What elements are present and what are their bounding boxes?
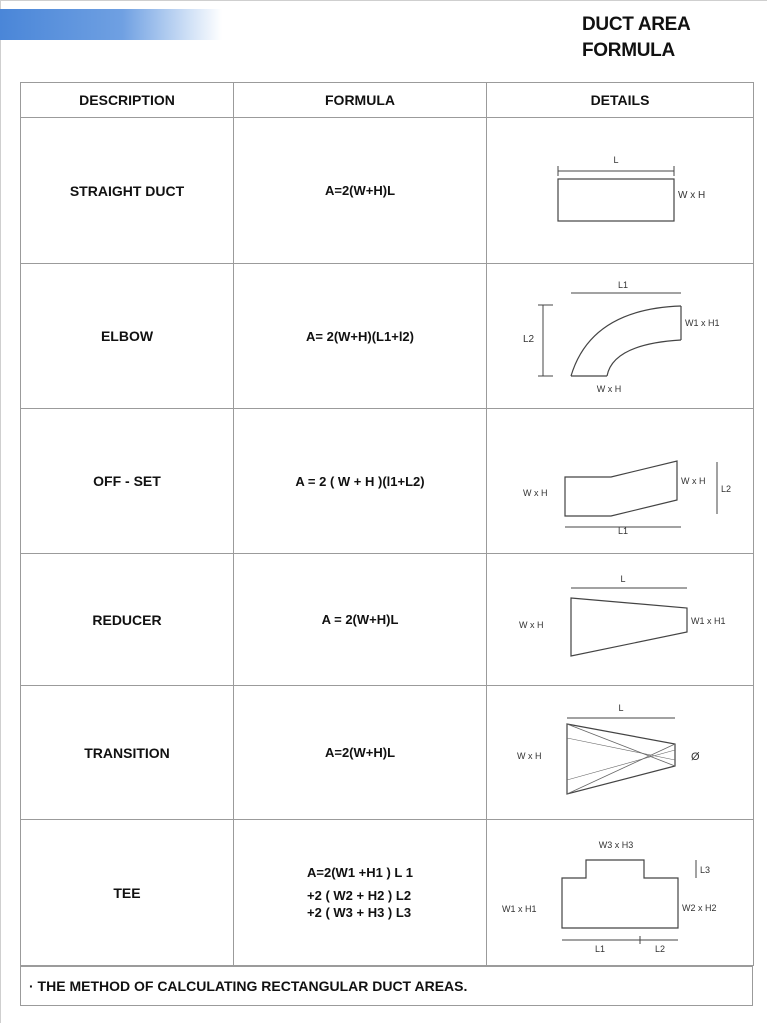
description-cell: TEE xyxy=(21,820,234,966)
outlet-label: W1 x H1 xyxy=(685,318,720,328)
detail-cell xyxy=(487,686,754,820)
table-header-row xyxy=(21,83,754,118)
offset-diagram xyxy=(495,426,745,536)
description-cell: TRANSITION xyxy=(21,686,234,820)
formula-cell: A = 2(W+H)L xyxy=(234,554,487,686)
column-header-formula: FORMULA xyxy=(234,83,487,118)
tee-formula xyxy=(307,864,413,921)
formula-line: +2 ( W3 + H3 ) L3 xyxy=(307,905,412,920)
elbow-diagram xyxy=(495,276,745,396)
bottom1-label: L1 xyxy=(594,943,606,954)
formula-cell: A = 2 ( W + H )(l1+L2) xyxy=(234,409,487,554)
detail-cell xyxy=(487,554,754,686)
column-header-details: DETAILS xyxy=(487,83,754,118)
length-label: L xyxy=(618,702,624,713)
top-label: W3 x H3 xyxy=(598,839,634,850)
table-row xyxy=(21,409,754,554)
page-title-line1: DUCT AREA xyxy=(582,14,691,35)
transition-diagram xyxy=(495,698,745,808)
formula-cell: A=2(W+H)L xyxy=(234,686,487,820)
bottom-label: L1 xyxy=(617,526,629,536)
length-label: L xyxy=(620,573,626,584)
description-cell: ELBOW xyxy=(21,264,234,409)
formula-cell: A=2(W+H)L xyxy=(234,118,487,264)
table-row xyxy=(21,118,754,264)
side-label: L2 xyxy=(523,334,535,345)
header-banner xyxy=(0,9,222,40)
inlet-label: W x H xyxy=(517,750,542,761)
table-row xyxy=(21,264,754,409)
table-row xyxy=(21,554,754,686)
formula-line: A=2(W1 +H1 ) L 1 xyxy=(307,865,413,880)
page-title-line2: FORMULA xyxy=(582,40,675,61)
page-title xyxy=(582,12,762,64)
top-label: L1 xyxy=(617,280,629,290)
formula-line: +2 ( W2 + H2 ) L2 xyxy=(307,888,412,903)
detail-cell xyxy=(487,264,754,409)
detail-cell xyxy=(487,409,754,554)
description-cell: STRAIGHT DUCT xyxy=(21,118,234,264)
reducer-diagram xyxy=(495,570,745,670)
description-cell: REDUCER xyxy=(21,554,234,686)
table-row xyxy=(21,686,754,820)
detail-cell xyxy=(487,118,754,264)
table-row xyxy=(21,820,754,966)
length-label: L xyxy=(613,154,619,165)
formula-cell: A= 2(W+H)(L1+l2) xyxy=(234,264,487,409)
tee-diagram xyxy=(490,828,750,958)
duct-area-table xyxy=(20,82,754,966)
right-label: W2 x H2 xyxy=(682,902,717,913)
straight-duct-diagram xyxy=(520,141,720,241)
branch-length-label: L3 xyxy=(700,864,711,875)
outlet-label: W1 x H1 xyxy=(691,615,726,626)
detail-cell xyxy=(487,820,754,966)
left-label: W1 x H1 xyxy=(502,903,537,914)
inlet-label: W x H xyxy=(596,384,622,394)
outlet-label: Ø xyxy=(691,750,700,763)
size-label: W x H xyxy=(678,189,706,201)
bottom2-label: L2 xyxy=(654,943,666,954)
outlet-label: W x H xyxy=(681,476,706,486)
description-cell: OFF - SET xyxy=(21,409,234,554)
inlet-label: W x H xyxy=(519,619,544,630)
column-header-description: DESCRIPTION xyxy=(21,83,234,118)
inlet-label: W x H xyxy=(523,488,548,498)
side-label: L2 xyxy=(721,484,732,494)
footnote: · THE METHOD OF CALCULATING RECTANGULAR DUCT AREAS. xyxy=(20,966,753,1006)
formula-cell xyxy=(234,820,487,966)
